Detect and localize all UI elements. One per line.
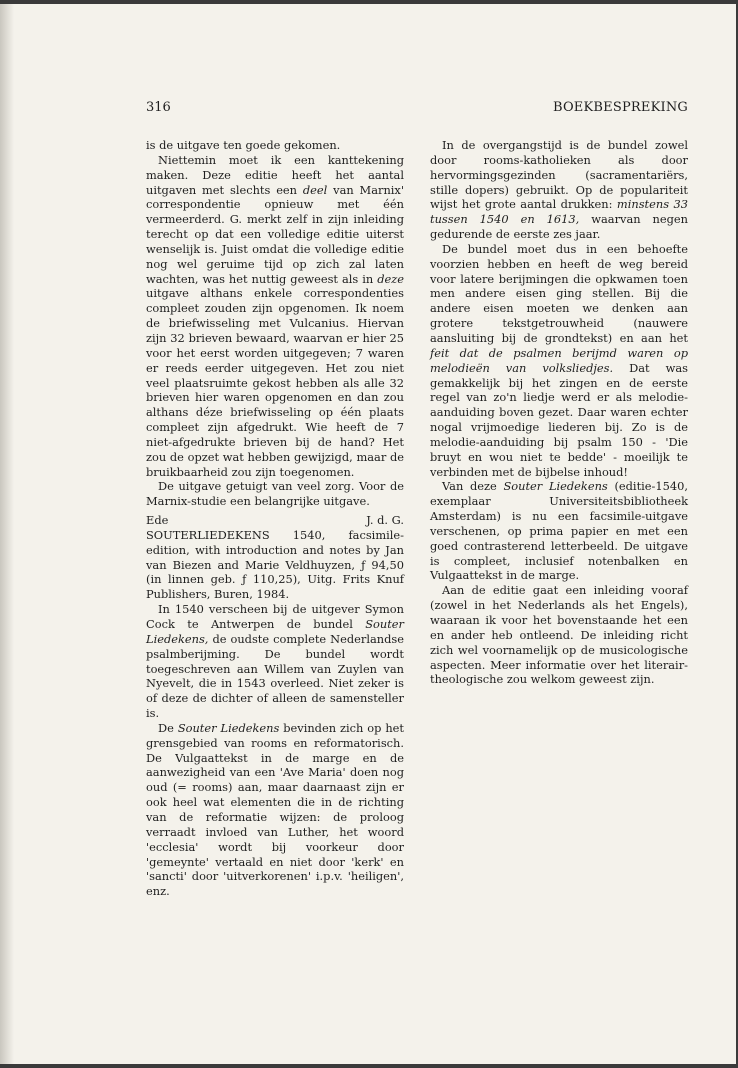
italic-text: deel [302, 182, 328, 197]
signoff-place: Ede [146, 513, 169, 528]
review1-paragraph-2 [146, 153, 404, 480]
book-page [0, 4, 736, 1064]
review1-paragraph-1: is de uitgave ten goede gekomen. [146, 138, 341, 152]
text-run: van Marnix' correspondentie opnieuw met één vermeerderd. G. merkt zelf in zijn inleiding terecht op dat een volledige editie uiterst wenselijk is. Juist omdat die volledige editie nog wel geruime tijd op zich zal laten wachten, was het nuttig geweest als in [146, 182, 404, 286]
text-run: bevinden zich op het grensgebied van rooms en reformatorisch. De Vulgaattekst in de marge en de aanwezigheid van een 'Ave Maria' doen nog oud (= rooms) aan, maar daarnaast zijn er ook heel wat elementen die in de richting van de reformatie wijzen: de proloog verraadt invloed van Luther, het woord 'ecclesia' wordt bij voorkeur door 'gemeynte' vertaald en niet door 'kerk' en 'sancti' door 'uitverkorenen' i.p.v. 'heiligen', enz. [146, 720, 405, 899]
review1-signoff [146, 513, 404, 528]
text-run: In 1540 verscheen bij de uitgever Symon Cock te Antwerpen de bundel [146, 602, 404, 631]
text-run: De [158, 720, 178, 735]
review2-paragraph-6: Aan de editie gaat een inleiding vooraf (zowel in het Nederlands als het Engels), waaraan ik voor het bovenstaande het een en ander heb ontleend. De inleiding richt zich wel voornamelijk op de musicologische aspecten. Meer informatie over het literair-theologische zou welkom geweest zijn. [430, 583, 688, 687]
italic-text: feit dat de psalmen berijmd waren op melodieën van volksliedjes. [430, 345, 688, 375]
review1-paragraph-3: De uitgave getuigt van veel zorg. Voor de Marnix-studie een belangrijke uitgave. [146, 479, 404, 509]
text-run: waarvan negen gedurende de eerste zes jaar. [430, 212, 689, 242]
page-number: 316 [146, 100, 171, 115]
reviewer-initials: J. d. G. [366, 513, 404, 528]
italic-text: minstens 33 tussen 1540 en 1613, [430, 197, 688, 227]
review2-paragraph-4 [430, 242, 688, 480]
page-edge-shadow [0, 4, 14, 1064]
page-header [146, 100, 688, 120]
review2-bibliographic-entry: SOUTERLIEDEKENS 1540, facsimile-edition, with introduction and notes by Jan van Biezen and Marie Veldhuyzen, ƒ 94,50 (in linnen geb. ƒ 110,25), Uitg. Frits Knuf Publishers, Buren, 1984. [146, 527, 404, 602]
text-run: De bundel moet dus in een behoefte voorzien hebben en heeft de weg bereid voor latere berijmingen die opkwamen toen men andere eisen ging stellen. Bij die andere eisen moeten we denken aan grotere tekstgetrouwheid (nauwere aansluiting bij de grondtekst) en aan het [430, 241, 688, 345]
italic-text: Souter Liedekens, [146, 617, 404, 646]
review2-paragraph-1 [146, 602, 404, 721]
text-run: uitgave althans enkele correspondenties compleet zouden zijn opgenomen. Ik noem de briefwisseling met Vulcanius. Hiervan zijn 32 brieven bewaard, waarvan er hier 25 voor het eerst worden uitgegeven; 7 waren er reeds eerder uitgegeven. Het zou niet veel plaatsruimte gekost hebben als alle 32 brieven hier waren opgenomen en dan zou althans déze briefwisseling op één plaats compleet zijn afgedrukt. Wie heeft de 7 niet-afgedrukte brieven bij de hand? Het zou de opzet wat hebben gewijzigd, maar de bruikbaarheid zou zijn toegenomen. [146, 286, 404, 479]
text-run: In de overgangstijd is de bundel zowel door rooms-katholieken als door hervormingsgezinden (sacramentariërs, stille dopers) gebruikt. Op de populariteit wijst het grote aantal drukken: [430, 138, 688, 212]
review2-paragraph-2 [146, 721, 404, 899]
italic-text: Souter Liedekens [177, 720, 280, 735]
text-run: de oudste complete Nederlandse psalmberijming. De bundel wordt toegeschreven aan Willem van Zuylen van Nyevelt, die in 1543 overleed. Niet zeker is of deze de dichter of alleen de samensteller is. [146, 631, 404, 721]
text-run: (editie-1540, exemplaar Universiteitsbibliotheek Amsterdam) is nu een facsimile-uitgave verschenen, op prima papier en met een goed contrasterend letterbeeld. De uitgave is compleet, inclusief notenbalken en Vulgaattekst in de marge. [430, 479, 688, 583]
italic-text: deze [377, 271, 404, 286]
left-column [146, 138, 404, 899]
text-run: Niettemin moet ik een kanttekening maken. Deze editie heeft het aantal uitgaven met slechts een [146, 152, 404, 197]
review2-paragraph-3 [430, 138, 688, 242]
text-run: Van deze [442, 479, 504, 494]
italic-text: Souter Liedekens [503, 479, 608, 494]
running-head: BOEKBESPREKING [552, 100, 688, 115]
right-column [430, 138, 688, 687]
text-run: Dat was gemakkelijk bij het zingen en de eerste regel van zo'n liedje werd er als melodie-aanduiding boven gezet. Daar waren echter nogal vrijmoedige liederen bij. Zo is de melodie-aanduiding bij psalm 150 - 'Die bruyt en wou niet te bedde' - moeilijk te verbinden met de bijbelse inhoud! [430, 360, 688, 479]
review2-paragraph-5 [430, 479, 688, 583]
